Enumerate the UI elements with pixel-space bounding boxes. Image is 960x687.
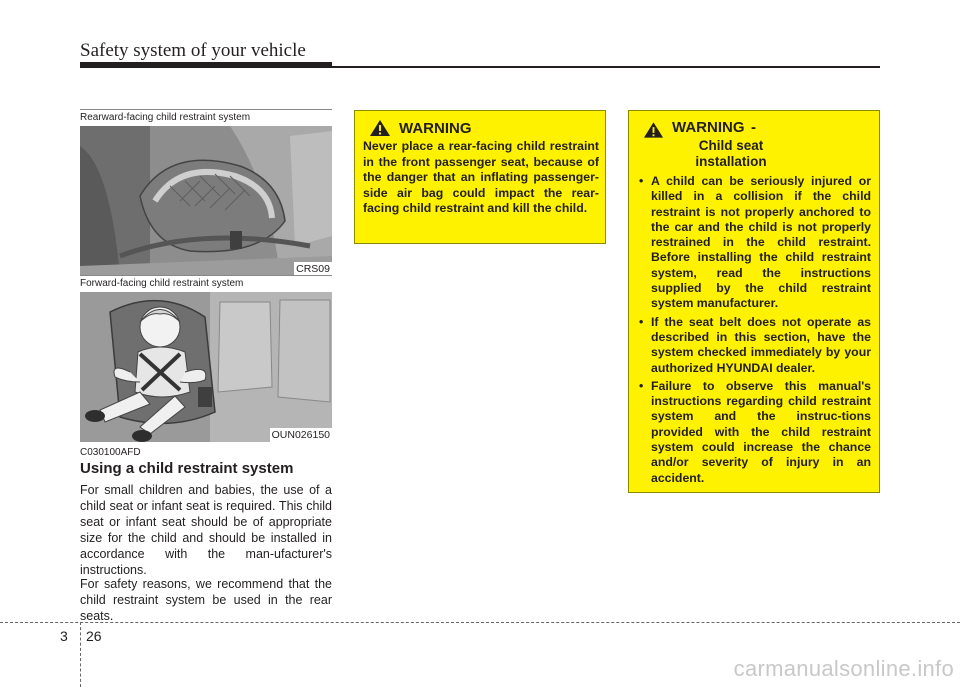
warning-box-front-seat bbox=[354, 110, 606, 244]
figure-rearward-facing bbox=[80, 109, 332, 276]
footer-dashed-rule bbox=[0, 622, 960, 623]
warning-subtitle: Child seat installation bbox=[695, 138, 767, 169]
figure-forward-facing bbox=[80, 275, 332, 442]
warning-triangle-icon bbox=[643, 121, 664, 139]
warning-box-seat-installation bbox=[628, 110, 880, 493]
figure-caption: Forward-facing child restraint system bbox=[80, 275, 332, 292]
watermark: carmanualsonline.info bbox=[733, 656, 954, 681]
section-paragraph: For small children and babies, the use of a child seat or infant seat is required. This child seat or infant seat should be of appropriate size for the child and should be installed in accordance with the man-ufacturer's instructions. bbox=[80, 483, 332, 577]
bullet-icon: • bbox=[639, 314, 644, 329]
rearward-seat-illustration bbox=[80, 126, 332, 276]
footer-page-number: 26 bbox=[86, 628, 102, 644]
footer-section-number: 3 bbox=[60, 628, 68, 644]
bullet-text: If the seat belt does not operate as described in this section, have the system checked immediately by your authorized HYUNDAI dealer. bbox=[651, 314, 871, 375]
figure-code: CRS09 bbox=[296, 263, 330, 275]
warning-heading bbox=[643, 119, 871, 170]
figure-caption: Rearward-facing child restraint system bbox=[80, 109, 332, 126]
warning-triangle-icon bbox=[369, 119, 391, 137]
forward-seat-illustration bbox=[80, 292, 332, 442]
warning-separator: - bbox=[750, 119, 756, 136]
bullet-text: A child can be seriously injured or killed in a collision if the child restraint is not properly anchored to the car and the child is not properly restrained in the child restraint. Before installing the child restraint system, read the instructions supplied by the child restraint system manufacturer. bbox=[651, 174, 871, 311]
section-code: C030100AFD bbox=[80, 447, 141, 458]
page-header-title: Safety system of your vehicle bbox=[80, 40, 306, 61]
list-item bbox=[637, 379, 871, 486]
list-item bbox=[637, 174, 871, 312]
section-title: Using a child restraint system bbox=[80, 460, 294, 477]
warning-label: WARNING bbox=[399, 119, 472, 137]
warning-text: Never place a rear-facing child restraint in the front passenger seat, because of the danger that an inflating passenger-side air bag could impact the rear-facing child restraint and kill the child. bbox=[363, 139, 599, 216]
warning-bullet-list bbox=[637, 174, 871, 486]
footer-vertical-rule bbox=[80, 622, 81, 687]
figure-code: OUN026150 bbox=[271, 429, 330, 441]
bullet-icon: • bbox=[639, 174, 644, 188]
figure-image-forward-seat bbox=[80, 292, 332, 442]
bullet-text: Failure to observe this manual's instructions regarding child restraint system and the instruc-tions provided with the child restraint system could increase the chance and/or severity of injury in an accident. bbox=[651, 378, 871, 485]
list-item bbox=[637, 315, 871, 376]
warning-heading bbox=[369, 119, 599, 137]
figure-image-rearward-seat bbox=[80, 126, 332, 276]
warning-label: WARNING bbox=[672, 119, 745, 136]
header-rule-thin bbox=[332, 66, 880, 68]
section-paragraph: For safety reasons, we recommend that the child restraint system be used in the rear seats. bbox=[80, 577, 332, 623]
header-rule-thick bbox=[80, 62, 332, 68]
bullet-icon: • bbox=[639, 378, 644, 393]
